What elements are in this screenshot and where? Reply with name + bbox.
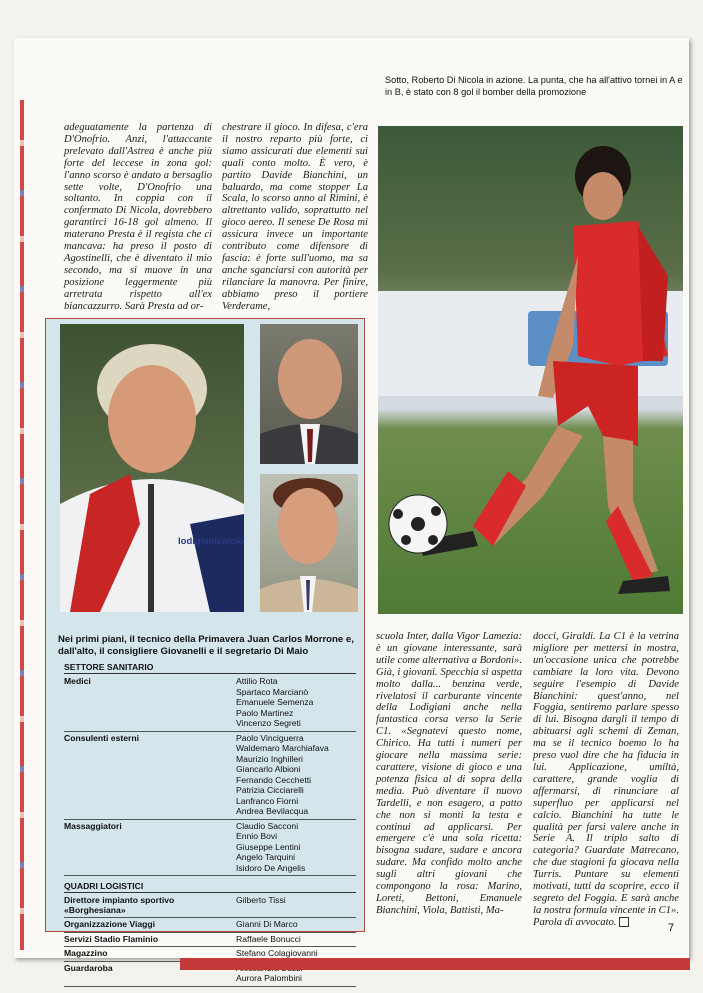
photo-di-maio	[260, 474, 358, 612]
end-mark-icon	[619, 917, 629, 927]
staff-name: Fernando Cecchetti	[236, 774, 311, 785]
staff-name: Giuseppe Lentini	[236, 841, 301, 852]
staff-name: Ennio Bovi	[236, 831, 278, 841]
staff-name: Andrea Bevilacqua	[236, 806, 309, 816]
staff-name: Vincenzo Segreti	[236, 718, 301, 728]
shirt-logo-text: lodigianicalcio	[178, 536, 244, 547]
staff-row	[64, 820, 356, 877]
staff-name: Stefano Colagiovanni	[236, 948, 318, 958]
staff-name: Maurizio Inghilleri	[236, 753, 303, 764]
staff-row	[64, 918, 356, 933]
staff-names	[236, 733, 356, 817]
staff-name: Spartaco Marcianò	[236, 686, 309, 697]
staff-name: Aurora Palombini	[236, 973, 302, 983]
section-header-logistici: QUADRI LOGISTICI	[64, 881, 356, 893]
section-header-sanitario: SETTORE SANITARIO	[64, 662, 356, 674]
article-column-1	[64, 122, 212, 312]
article-column-2	[222, 122, 368, 312]
bottom-color-strip	[180, 958, 690, 970]
article-text-2: chestrare il gioco. In difesa, c'era il nostro reparto più forte, ci siamo assicurati due elementi sui quali conto molto. È vero, è partito Davide Bianchini, un baluardo, ma come stopper La Scala, lo scorso anno al Rimini, è altrettanto valido, soprattutto nel gioco aereo. Il senese De Rosa mi assicura invece un importante contributo come difensore di fascia: è forte sull'uomo, ma sa anche sganciarsi con autorità per rilanciare la manovra. Per finire, abbiamo preso il portiere Verderame,	[222, 122, 368, 312]
staff-name: Isidoro De Angelis	[236, 862, 306, 873]
staff-row	[64, 933, 356, 948]
page-number: 7	[668, 922, 675, 934]
staff-role: Direttore impianto sportivo «Borghesiana»	[64, 895, 175, 915]
staff-row	[64, 675, 356, 732]
article-text-3: scuola Inter, dalla Vigor Lamezia: è un giovane interessante, sarà utile come alternativa a Bordoni». Già, i giovani. Specchia si aspetta molto dalla... benzina verde, rivelatosi il carburante vincente della Lodigiani anche nella fantastica corsa verso la Serie C1. «Segnatevi questo nome, Chirico. Ha tutti i numeri per giocare nella massima serie: carattere, visione di gioco e una potenza fisica al di sopra della media. Può diventare il nuovo Tardelli, e non esagero, a patto che non si monti la testa e continui ad applicarsi. Per emergere c'è una sola ricetta: bisogna sudare, sudare e ancora sudare. Ma confido molto anche sugli altri giovani che compongono la rosa: Marino, Loreti, Bettoni, Emanuele Bianchini, Viola, Battisti, Ma-	[376, 631, 522, 916]
staff-table	[64, 662, 356, 987]
staff-name: Lanfranco Fiorni	[236, 795, 299, 806]
staff-role: Guardaroba	[64, 962, 113, 973]
staff-role: Medici	[64, 676, 91, 686]
staff-names	[236, 934, 356, 945]
staff-name: Claudio Sacconi	[236, 820, 299, 831]
staff-role: Massaggiatori	[64, 820, 122, 831]
staff-names	[236, 895, 356, 915]
article-text-4: docci, Giraldi. La C1 è la vetrina migliore per mettersi in mostra, un'occasione unica che potrebbe cambiare la loro vita. Devono seguire l'esempio di Davide Bianchini: quest'anno, nel Foggia, sentiremo parlare spesso di lui. Bisogna dargli il tempo di abituarsi agli schemi di Zeman, ma se il tecnico boemo lo ha preso vuol dire che ha fiducia in lui. Applicazione, umiltà, carattere, grande voglia di affermarsi, di rinunciare al superfluo per applicarsi nel calcio. Bianchini ha tutte le qualità per farsi valere anche in Serie A. Il triplo salto di categoria? Guardate Matrecano, che due stagioni fa giocava nella Turris. Puntare su elementi motivati, tutti da scoprire, ecco il segreto del Foggia. E sarà anche la nostra formula vincente in C1». Parola di avvocato.	[533, 631, 679, 928]
staff-name: Gilberto Tissi	[236, 895, 286, 905]
staff-name: Paolo Vinciguerra	[236, 732, 304, 743]
staff-name: Paolo Martinez	[236, 707, 294, 718]
staff-name: Gianni Di Marco	[236, 919, 298, 929]
staff-name: Angelo Tarquini	[236, 852, 296, 862]
photo-player-action	[378, 126, 683, 614]
staff-role: Organizzazione Viaggi	[64, 919, 156, 929]
staff-names	[236, 948, 356, 959]
staff-role: Servizi Stadio Flaminio	[64, 933, 159, 944]
edge-color-strip	[20, 100, 24, 950]
article-column-4	[533, 631, 679, 928]
article-text-1: adeguatamente la partenza di D'Onofrio. Anzi, l'attaccante prelevato dall'Astrea è anche più forte del leccese in zona gol: l'anno scorso è andato a bersaglio sette volte, D'Onofrio una soltanto. In coppia con il confermato Di Nicola, dovrebbero garantirci 16-18 gol almeno. Il materano Presta è il regista che ci mancava: ha preso il posto di Agostinelli, che è diventato il mio secondo, ma si muove in una posizione leggermente più arretrata rispetto all'ex biancazzurro. Sarà Presta ad or-	[64, 122, 212, 312]
staff-role: Consulenti esterni	[64, 732, 139, 743]
photo-caption-top: Sotto, Roberto Di Nicola in azione. La punta, che ha all'attivo tornei in A e in B, è stato con 8 gol il bomber della promozione	[385, 75, 683, 97]
staff-name: Attilio Rota	[236, 676, 278, 686]
photo-giovanelli	[260, 324, 358, 464]
staff-role: Magazzino	[64, 948, 108, 958]
staff-name: Waldemaro Marchiafava	[236, 743, 329, 753]
staff-names	[236, 676, 356, 729]
staff-row	[64, 732, 356, 820]
staff-name: Raffaele Bonucci	[236, 933, 301, 944]
staff-row	[64, 894, 356, 918]
staff-names	[236, 919, 356, 930]
inset-caption: Nei primi piani, il tecnico della Primavera Juan Carlos Morrone e, dall'alto, il consigliere Giovanelli e il segretario Di Maio	[58, 634, 354, 657]
staff-name: Patrizia Cicciarelli	[236, 785, 304, 795]
staff-name: Emanuele Semenza	[236, 697, 314, 707]
staff-names	[236, 821, 356, 874]
article-column-3	[376, 631, 522, 921]
staff-name: Giancarlo Albioni	[236, 764, 301, 774]
photo-coach-morrone	[60, 324, 244, 612]
